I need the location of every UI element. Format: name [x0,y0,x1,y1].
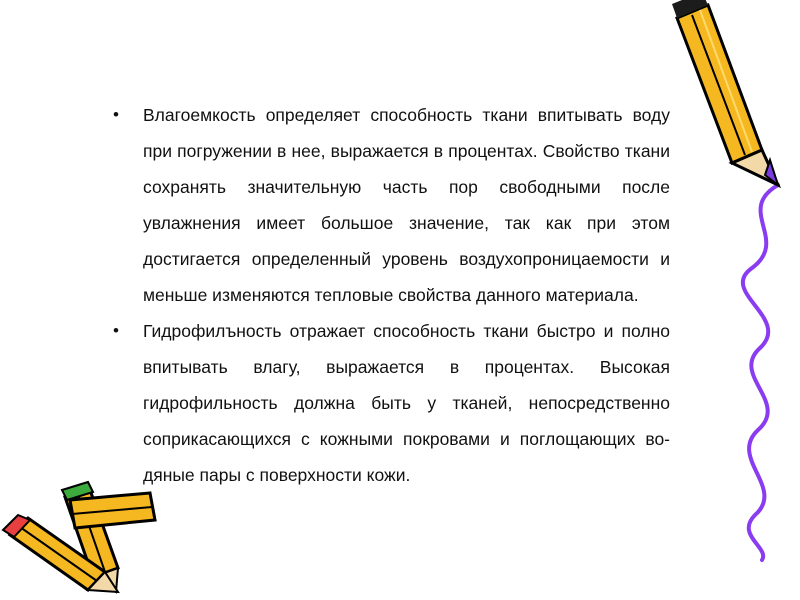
text-content [113,97,670,493]
bullet-text: Влагоемкость определяет способность ткани впитывать воду при погружении в нее, выражается в процентах. Свойство ткани сохранять значительную часть пор свободными после увлажнения имеет большое значение, так как при этом достигается определенный уровень воздухопроницаемости и меньше изменяются тепловые свойства данного материала. [143,105,670,305]
pencil-icon [672,0,778,185]
bullet-marker: • [113,321,119,340]
pencil-icon [70,493,155,528]
bullet-text: Гидрофилъность отражает способность ткани быстро и полно впитывать влагу, выражается в процентах. Высокая гидрофильность должна быть у тканей, непосредственно соприкасающихся с кожными покровами и поглощающих во-дяные пары с поверхности кожи. [143,321,670,485]
squiggle-line [743,185,778,560]
bullet-item [113,313,670,493]
bullet-item [113,97,670,313]
bullet-marker: • [113,105,119,124]
